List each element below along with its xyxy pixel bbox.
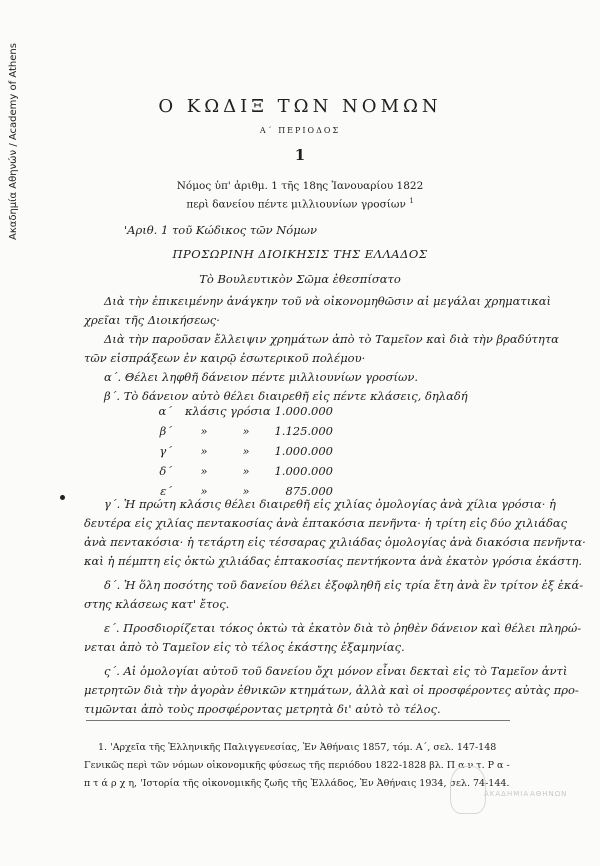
academy-watermark xyxy=(440,760,568,820)
text-line: α΄. Θέλει ληφθῆ δάνειον πέντε μιλλιουνίων γροσίων. xyxy=(104,370,419,384)
currency-word: γρόσια xyxy=(230,404,271,418)
margin-dot xyxy=(60,495,65,500)
class-label: α΄ xyxy=(158,404,172,418)
ditto-mark: » xyxy=(200,424,208,438)
text-line: Διὰ τὴν ἐπικειμένην ἀνάγκην τοῦ νὰ οἰκονομηθῶσιν αἱ μεγάλαι χρηματικαὶ xyxy=(104,294,552,308)
watermark-text: ΑΚΑΔΗΜΙΑ xyxy=(484,790,530,798)
law-title-line1: Νόμος ὑπ' ἀριθμ. 1 τῆς 18ης Ἰανουαρίου 1822 xyxy=(176,180,424,192)
class-amount: 1.125.000 xyxy=(274,424,333,438)
ditto-mark: » xyxy=(242,464,250,478)
ditto-mark: » xyxy=(200,484,208,498)
class-amount: 875.000 xyxy=(285,484,333,498)
document-title: Ο ΚΩΔΙΞ ΤΩΝ ΝΟΜΩΝ xyxy=(158,96,442,117)
text-line: στης κλάσεως κατ' ἔτος. xyxy=(84,597,230,611)
ditto-mark: » xyxy=(242,424,250,438)
text-line: Διὰ τὴν παροῦσαν ἔλλειψιν χρημάτων ἀπὸ τὸ Ταμεῖον καὶ διὰ τὴν βραδύτητα xyxy=(104,332,559,346)
loan-class-row xyxy=(148,444,348,464)
archive-side-label: Ακαδημία Αθηνών / Academy of Athens xyxy=(8,43,19,240)
class-amount: 1.000.000 xyxy=(274,464,333,478)
text-line: μετρητῶν διὰ τὴν ἀγορὰν ἐθνικῶν κτημάτων, ἀλλὰ καὶ οἱ προσφέροντες αὐτὰς προ- xyxy=(84,683,579,697)
text-line: β΄. Τὸ δάνειον αὐτὸ θέλει διαιρεθῆ εἰς πέντε κλάσεις, δηλαδή xyxy=(104,389,468,403)
loan-class-row xyxy=(148,424,348,444)
footnote-line: 1. 'Αρχεῖα τῆς Ἑλληνικῆς Παλιγγενεσίας, Ἐν Ἀθήναις 1857, τόμ. Α΄, σελ. 147-148 xyxy=(98,742,497,753)
class-label: ε΄ xyxy=(160,484,172,498)
text-line: δ΄. Ἡ ὅλη ποσότης τοῦ δανείου θέλει ἐξοφληθῆ εἰς τρία ἔτη ἀνὰ ἓν τρίτον ἐξ ἑκά- xyxy=(104,578,584,592)
footnote-line: Γενικῶς περὶ τῶν νόμων οἰκονομικῆς φύσεως τῆς περιόδου 1822-1828 βλ. Π α ν τ. Ρ α - xyxy=(84,760,510,771)
loan-class-row xyxy=(148,404,348,424)
text-line: δευτέρα εἰς χιλίας πεντακοσίας ἀνὰ ἑπτακόσια πενῆντα· ἡ τρίτη εἰς δύο χιλιάδας xyxy=(84,516,568,530)
class-label: δ΄ xyxy=(159,464,172,478)
period-heading: Α΄ ΠΕΡΙΟΔΟΣ xyxy=(259,126,341,135)
ditto-mark: » xyxy=(200,444,208,458)
government-heading: ΠΡΟΣΩΡΙΝΗ ΔΙΟΙΚΗΣΙΣ ΤΗΣ ΕΛΛΑΔΟΣ xyxy=(172,247,428,261)
class-amount: 1.000.000 xyxy=(274,444,333,458)
seal-icon xyxy=(450,766,486,814)
section-number: 1 xyxy=(294,146,306,164)
law-title-line2-text: περὶ δανείου πέντε μιλλιουνίων γροσίων xyxy=(186,198,406,211)
footnote-line: π τ ά ρ χ η, 'Ιστορία τῆς οἰκονομικῆς ζωῆς τῆς Ἑλλάδος, Ἐν Ἀθήναις 1934, σελ. 74-144. xyxy=(84,778,510,789)
class-word: κλάσις xyxy=(185,404,227,418)
ditto-mark: » xyxy=(200,464,208,478)
text-line: γ΄. Ἡ πρώτη κλάσις θέλει διαιρεθῆ εἰς χιλίας ὁμολογίας ἀνὰ χίλια γρόσια· ἡ xyxy=(104,497,556,511)
text-line: τῶν εἰσπράξεων ἐν καιρῷ ἐσωτερικοῦ πολέμου· xyxy=(84,351,366,365)
text-line: τιμῶνται ἀπὸ τοὺς προσφέροντας μετρητὰ δι' αὐτὸ τὸ τέλος. xyxy=(84,702,441,716)
footnote-rule xyxy=(86,720,510,721)
text-line: νεται ἀπὸ τὸ Ταμεῖον εἰς τὸ τέλος ἑκάστης ἑξαμηνίας. xyxy=(84,640,405,654)
class-label: γ΄ xyxy=(159,444,172,458)
class-label: β΄ xyxy=(159,424,172,438)
law-title-line2 xyxy=(0,197,600,211)
text-line: χρεῖαι τῆς Διοικήσεως· xyxy=(84,313,220,327)
class-amount: 1.000.000 xyxy=(274,404,333,418)
footnote-marker: 1 xyxy=(409,197,414,205)
ditto-mark: » xyxy=(242,444,250,458)
text-line: ε΄. Προσδιορίζεται τόκος ὀκτὼ τὰ ἑκατὸν διὰ τὸ ῥηθὲν δάνειον καὶ θέλει πληρώ- xyxy=(104,621,582,635)
watermark-text: ΑΘΗΝΩΝ xyxy=(530,790,568,798)
ditto-mark: » xyxy=(242,484,250,498)
code-reference: 'Αριθ. 1 τοῦ Κώδικος τῶν Νόμων xyxy=(124,223,318,237)
decree-line: Τὸ Βουλευτικὸν Σῶμα ἐθεσπίσατο xyxy=(199,272,401,286)
text-line: ς΄. Αἱ ὁμολογίαι αὐτοῦ τοῦ δανείου ὄχι μόνον εἶναι δεκταὶ εἰς τὸ Ταμεῖον ἀντὶ xyxy=(104,664,568,678)
loan-classes-table xyxy=(148,404,348,504)
text-line: ἀνὰ πεντακόσια· ἡ τετάρτη εἰς τέσσαρας χιλιάδας ὁμολογίας ἀνὰ διακόσια πενῆντα· xyxy=(84,535,586,549)
text-line: καὶ ἡ πέμπτη εἰς ὀκτὼ χιλιάδας ἑπτακοσίας πεντήκοντα ἀνὰ ἑκατὸν γρόσια ἑκάστη. xyxy=(84,554,583,568)
loan-class-row xyxy=(148,464,348,484)
